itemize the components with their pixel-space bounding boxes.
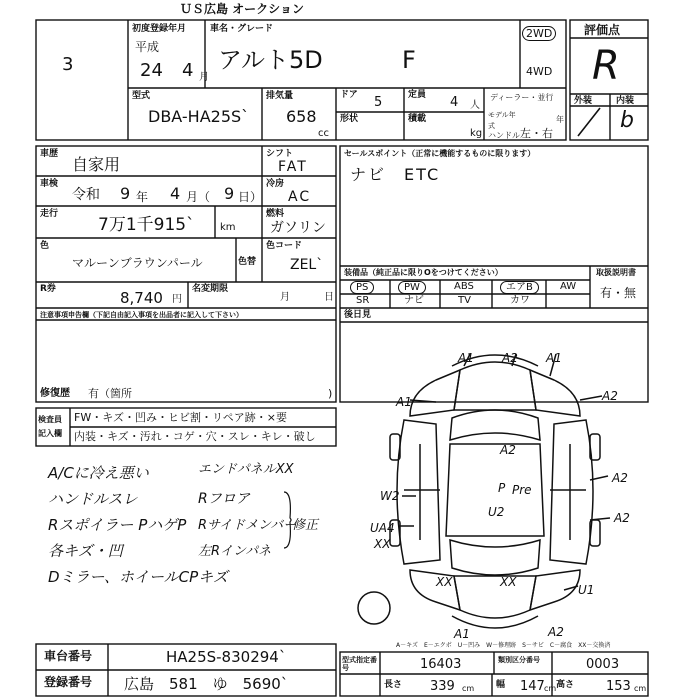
mark-a2-right: A2 <box>602 389 618 403</box>
history-label: 車歴 <box>40 149 59 159</box>
f1-value: 16403 <box>420 657 462 672</box>
color-code-value: ZEL` <box>290 257 324 273</box>
recycle-unit: 円 <box>172 294 182 305</box>
chassis-label: 車台番号 <box>44 649 93 663</box>
diagram-legend: A－キズ E－エクボ U－凹み W－修理跡 S－サビ C－腐食 XX－交換済 <box>396 642 611 649</box>
model-year-label: モデル年式 <box>488 111 516 130</box>
drive-2wd[interactable]: 2WD <box>522 26 556 41</box>
shift-label: シフト <box>266 149 294 159</box>
disp-value: 658 <box>286 107 317 126</box>
brace-mark <box>282 490 294 550</box>
f2-value: 0003 <box>586 657 620 672</box>
reg-label: 登録番号 <box>44 675 93 689</box>
handwritten-note-1: A/Cに冷え悪い <box>48 464 149 482</box>
mark-ua4: UA4 <box>370 521 395 535</box>
fuel-label: 燃料 <box>266 209 285 219</box>
color-code-label: 色コード <box>266 241 303 251</box>
inspection-month-unit: 月（ <box>186 190 211 204</box>
equip-2-bottom[interactable]: ナビ <box>404 295 424 306</box>
mark-a2-right-mid: A2 <box>612 471 628 485</box>
manual-value[interactable]: 有・無 <box>600 286 637 300</box>
inspection-day-unit: 日） <box>238 190 263 204</box>
handwritten-note-2: ハンドルスレ <box>48 490 138 508</box>
mark-a1-top-r: A1 <box>546 351 562 365</box>
mark-a1-bottom: A1 <box>454 627 470 641</box>
hgt-unit: cm <box>634 684 647 693</box>
inspection-day: 9 <box>224 184 235 203</box>
inspection-year-unit: 年 <box>136 190 149 204</box>
model-label: 車名・グレード <box>210 24 274 34</box>
type-value: DBA-HA25S` <box>148 107 250 126</box>
manual-label: 取扱説明書 <box>596 268 636 277</box>
repair-label: 修復歴 <box>40 388 70 399</box>
first-reg-label: 初度登録年月 <box>132 24 187 34</box>
handwritten-note-3: Rスポイラー PハゲP <box>48 516 187 534</box>
mark-a2-top: A2 <box>502 351 518 365</box>
mark-xx-rear-c: XX <box>500 575 517 589</box>
mileage-value: 7万1千915` <box>98 215 195 235</box>
len-value: 339 <box>430 679 455 694</box>
inspector-row-1: FW・キズ・凹み・ヒビ割・リペア跡・×要 <box>74 411 287 424</box>
recycle-value: 8,740 <box>120 289 163 307</box>
load-unit: kg <box>470 128 483 139</box>
hgt-value: 153 <box>606 679 631 694</box>
mark-a1-top: A1 <box>458 351 474 365</box>
sales-point-label: セールスポイント（正常に機能するものに限ります） <box>344 149 536 158</box>
f2-label: 類別区分番号 <box>498 656 540 664</box>
equip-4-top[interactable]: エアB <box>500 281 539 294</box>
eval-ext-label: 外装 <box>574 96 593 106</box>
mark-a1-left: A1 <box>396 395 412 409</box>
inspection-label: 車検 <box>40 179 59 189</box>
equip-1-top[interactable]: PS <box>350 281 374 294</box>
eval-int-score: b <box>620 108 634 133</box>
first-reg-month: 4 <box>182 60 194 81</box>
mileage-unit: km <box>220 222 236 233</box>
disp-label: 排気量 <box>266 91 294 101</box>
mark-a2-roof: A2 <box>500 443 516 457</box>
handwritten-note-8: Rサイドメンバー <box>198 518 297 533</box>
inspection-era: 令和 <box>72 187 100 203</box>
wid-label: 幅 <box>496 680 506 690</box>
mark-xx-rear-l: XX <box>436 575 453 589</box>
handwritten-note-4: 各キズ・凹 <box>48 542 123 560</box>
inspector-label-1: 検査員 <box>38 415 62 424</box>
equip-3-bottom[interactable]: TV <box>458 295 471 306</box>
history-value: 自家用 <box>72 155 121 174</box>
door-value: 5 <box>374 95 383 110</box>
repair-value: 有（箇所 <box>88 387 132 400</box>
recycle-label: R券 <box>40 284 56 294</box>
handwritten-note-9: 左Rインパネ <box>198 544 272 559</box>
disp-unit: cc <box>318 128 329 139</box>
eval-score: R <box>592 43 620 89</box>
inspector-label-2: 記入欄 <box>38 429 62 438</box>
name-change-month: 月 <box>280 292 290 303</box>
mark-a2-bottom: A2 <box>548 625 564 639</box>
len-unit: cm <box>462 684 475 693</box>
handwritten-note-10: 修正 <box>292 518 319 533</box>
equip-3-top[interactable]: ABS <box>454 281 474 292</box>
aircon-label: 冷房 <box>266 179 285 189</box>
model-name: アルト5D <box>218 46 323 74</box>
f1-label: 型式指定番号 <box>342 656 377 672</box>
cap-value: 4 <box>450 95 459 110</box>
color-change-label: 色替 <box>238 257 257 267</box>
eval-label: 評価点 <box>584 23 621 37</box>
sales-point-value: ナビ ETC <box>350 165 441 184</box>
len-label: 長さ <box>384 680 403 690</box>
mark-p: P <box>498 481 506 495</box>
car-damage-diagram <box>340 340 650 646</box>
mark-u2: U2 <box>488 505 505 519</box>
handle-value: 左・右 <box>520 127 553 140</box>
cap-label: 定員 <box>408 90 427 100</box>
chassis-value: HA25S-830294` <box>166 648 287 666</box>
equip-2-top[interactable]: PW <box>398 281 426 294</box>
equip-1-bottom[interactable]: SR <box>356 295 370 306</box>
mark-w2: W2 <box>380 489 400 503</box>
drive-4wd[interactable]: 4WD <box>526 65 553 78</box>
mark-xx-left: XX <box>374 537 391 551</box>
color-label: 色 <box>40 241 50 251</box>
header-top-text: ＵＳ広島 オークション <box>180 2 304 16</box>
handwritten-note-7: Rフロア <box>198 491 250 507</box>
hgt-label: 高さ <box>556 680 575 690</box>
door-label: ドア <box>340 90 358 100</box>
equip-4-bottom[interactable]: カワ <box>510 295 530 306</box>
mark-u1: U1 <box>578 583 595 597</box>
inspection-month: 4 <box>170 184 181 203</box>
lot-number: 3 <box>62 54 74 75</box>
inspector-row-2: 内装・キズ・汚れ・コゲ・穴・スレ・キレ・破し <box>74 430 316 443</box>
mileage-label: 走行 <box>40 209 59 219</box>
cap-unit: 人 <box>470 100 480 111</box>
first-reg-year: 24 <box>140 60 163 81</box>
type-label: 型式 <box>132 91 151 101</box>
equipment-label: 装備品（純正品に限りOをつけてください） <box>344 268 503 277</box>
wid-value: 147 <box>520 679 545 694</box>
handwritten-note-6: エンドパネルXX <box>198 462 294 477</box>
mark-a2-right-low: A2 <box>614 511 630 525</box>
notes-label: 注意事項申告欄（下記自由記入事項を出品者に記入して下さい） <box>40 311 243 319</box>
name-change-day: 日 <box>324 292 334 303</box>
name-change-label: 名変期限 <box>192 284 229 294</box>
handwritten-note-5: Dミラー、ホイールCPキズ <box>48 568 228 586</box>
repair-close: ) <box>328 387 333 400</box>
equip-5-top[interactable]: AW <box>560 281 577 292</box>
dealer-label: ディーラー・並行 <box>490 93 554 102</box>
shape-label: 形状 <box>340 114 359 124</box>
inspection-year: 9 <box>120 184 131 203</box>
mark-pre: Pre <box>512 483 532 497</box>
aircon-value: AC <box>288 189 312 205</box>
color-value: マルーンブラウンパール <box>72 256 203 270</box>
model-grade: F <box>402 46 416 74</box>
shift-value: FAT <box>278 159 308 175</box>
late-label: 後日見 <box>344 310 372 320</box>
eval-int-label: 内装 <box>616 96 635 106</box>
first-reg-month-unit: 月 <box>199 72 209 83</box>
load-label: 積載 <box>408 114 427 124</box>
first-reg-era: 平成 <box>135 40 160 54</box>
wid-unit: cm <box>544 684 557 693</box>
fuel-value: ガソリン <box>270 220 326 236</box>
model-year-unit: 年 <box>556 115 564 124</box>
reg-value: 広島 581 ゆ 5690` <box>124 675 289 693</box>
handle-label: ハンドル <box>488 131 520 140</box>
